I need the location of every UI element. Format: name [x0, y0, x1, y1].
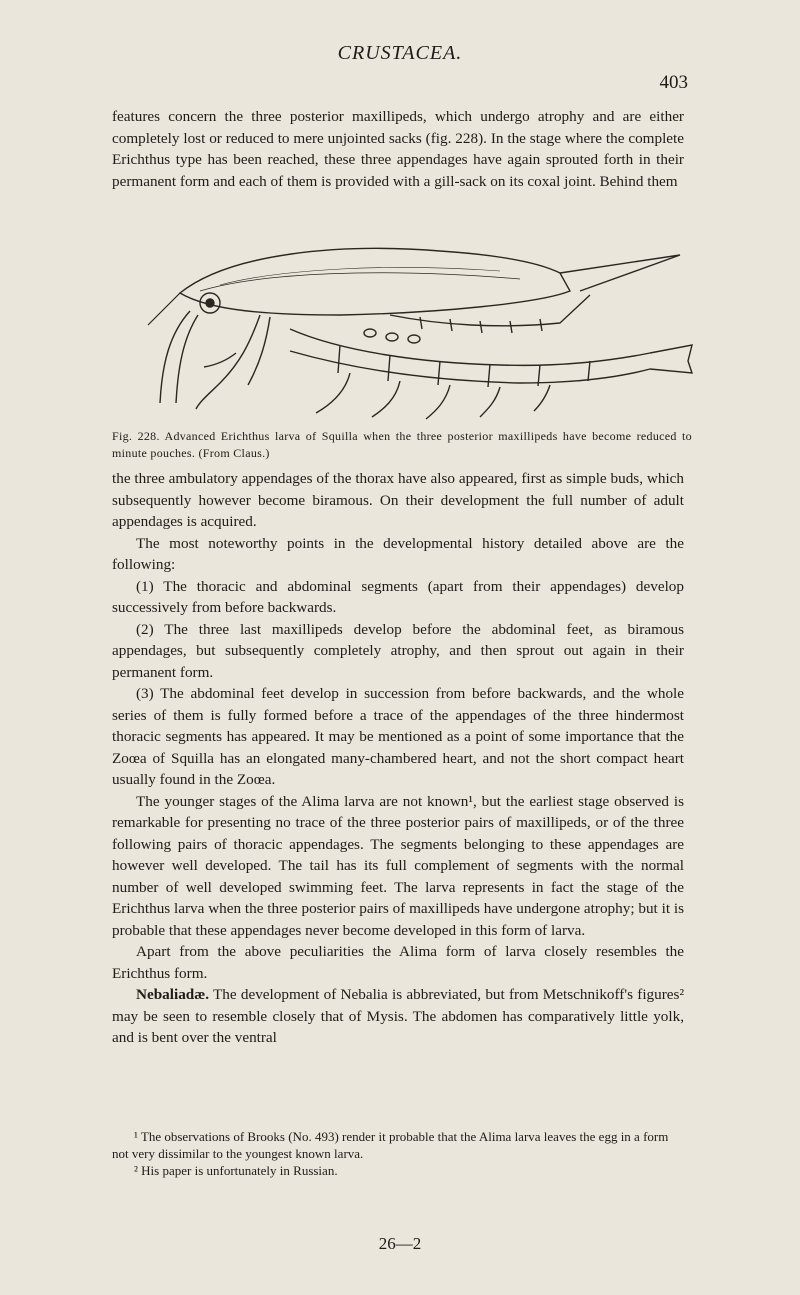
larva-telson: [650, 345, 692, 373]
paragraph-alima: The younger stages of the Alima larva are not known¹, but the earliest stage observed is remarkable for presenting no trace of the three posterior pairs of maxillipeds, or of the three following pairs of thoracic appendages. The segments belonging to these appendages are however well developed. The tail has its full complement of segments with the normal number of well developed swimming feet. The larva represents in fact the stage of the Erichthus larva when the three posterior pairs of maxillipeds have undergone atrophy; but it is probable that these appendages never become developed in this form of larva.: [112, 792, 684, 939]
section-heading-nebaliadae: Nebaliadæ.: [136, 986, 209, 1003]
paragraph-alima-resemblance: Apart from the above peculiarities the Alima form of larva closely resembles the Erichthus form.: [112, 943, 684, 982]
intro-block: [112, 106, 684, 192]
paragraph-point-1: (1) The thoracic and abdominal segments (apart from their appendages) develop successively from before backwards.: [112, 577, 684, 616]
larva-pouch: [364, 329, 376, 337]
paragraph-noteworthy: The most noteworthy points in the developmental history detailed above are the following:: [112, 534, 684, 573]
larva-abdomen: [290, 329, 650, 365]
figure-larva-illustration: [140, 233, 700, 423]
larva-carapace: [180, 248, 570, 315]
larva-raptorial-claw: [196, 315, 260, 409]
signature-mark: 26—2: [378, 1234, 422, 1253]
paragraph-point-2: (2) The three last maxillipeds develop before the abdominal feet, as biramous appendages, but subsequently completely atrophy, and then sprout out again in their permanent form.: [112, 620, 684, 681]
figure-caption: Fig. 228. Advanced Erichthus larva of Squilla when the three posterior maxillipeds have become reduced to minute pouches. (From Claus.): [112, 429, 692, 460]
footnotes: [112, 1128, 684, 1179]
footnote-2: ² His paper is unfortunately in Russian.: [134, 1163, 338, 1178]
paragraph-intro: features concern the three posterior maxillipeds, which undergo atrophy and are either completely lost or reduced to mere unjointed sacks (fig. 228). In the stage where the complete Erichthus type has been reached, these three appendages have again sprouted forth in their permanent form and each of them is provided with a gill-sack on its coxal joint. Behind them: [112, 108, 684, 190]
paragraph-nebaliadae: [112, 984, 684, 1049]
paragraph-point-3: (3) The abdominal feet develop in succession from before backwards, and the whole series of them is fully formed before a trace of the appendages of the three hindermost thoracic segments has appeared. It may be mentioned as a point of some importance that the Zoœa of Squilla has an elongated many-chambered heart, and not the short compact heart usually found in the Zoœa.: [112, 685, 684, 788]
larva-posterior-spine: [560, 255, 680, 291]
paragraph-ambulatory: the three ambulatory appendages of the thorax have also appeared, first as simple buds, which subsequently however become biramous. On their development the full number of adult appendages is acquired.: [112, 470, 684, 530]
footnote-1: ¹ The observations of Brooks (No. 493) render it probable that the Alima larva leaves the egg in a form not very dissimilar to the youngest known larva.: [112, 1129, 669, 1161]
page-number: 403: [659, 72, 688, 93]
body-block: [112, 468, 684, 1049]
running-title: CRUSTACEA.: [337, 42, 463, 64]
nebaliadae-text: The development of Nebalia is abbreviated, but from Metschnikoff's figures² may be seen to resemble closely that of Mysis. The abdomen has comparatively little yolk, and is bent over the ventral: [112, 986, 684, 1046]
